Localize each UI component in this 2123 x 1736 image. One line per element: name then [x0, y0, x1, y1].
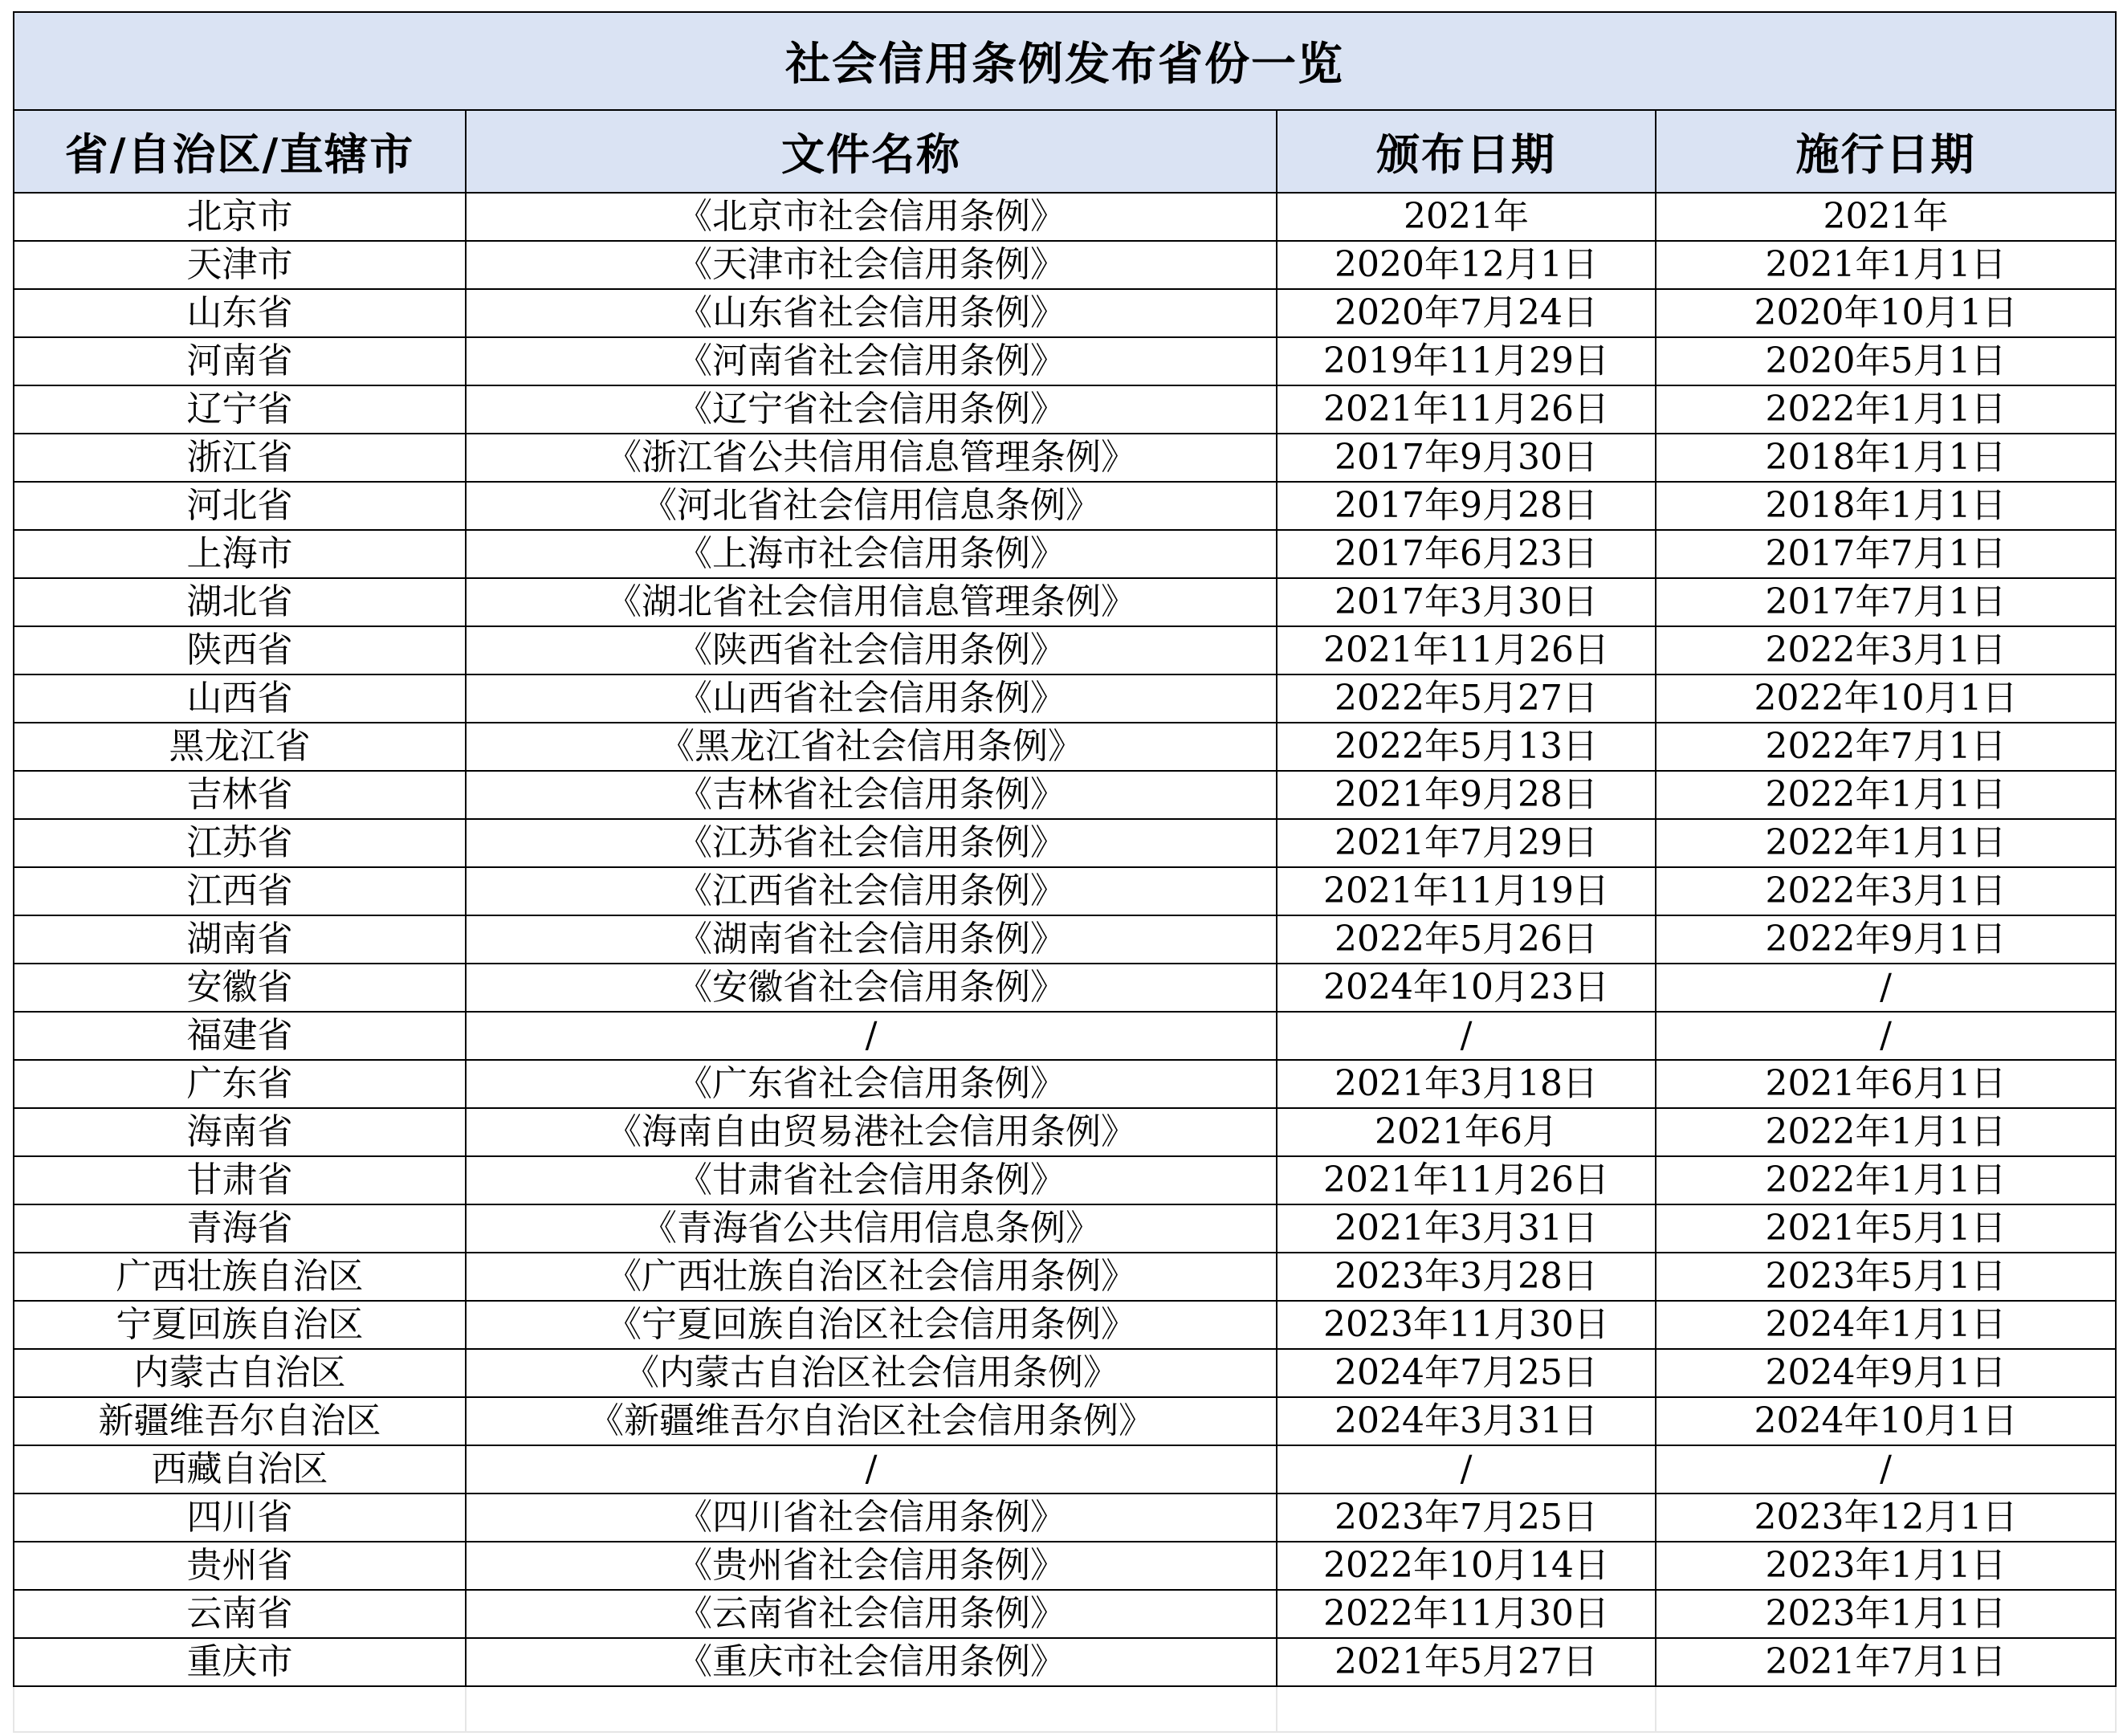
cell-province[interactable]: 宁夏回族自治区 [14, 1301, 466, 1349]
table-row [14, 1108, 2116, 1156]
table-row [14, 578, 2116, 626]
table-row [14, 337, 2116, 385]
cell-province[interactable]: 青海省 [14, 1204, 466, 1253]
table-row [14, 674, 2116, 723]
cell-document-name[interactable]: 《吉林省社会信用条例》 [466, 771, 1277, 819]
header-effective-date: 施行日期 [1656, 110, 2116, 193]
cell-issue-date[interactable]: 2021年3月18日 [1277, 1060, 1656, 1108]
cell-document-name[interactable]: 《山西省社会信用条例》 [466, 674, 1277, 723]
cell-effective-date[interactable]: 2023年5月1日 [1656, 1253, 2116, 1301]
cell-province[interactable]: 河南省 [14, 337, 466, 385]
cell-issue-date[interactable]: 2021年11月26日 [1277, 385, 1656, 434]
table-row [14, 1012, 2116, 1060]
cell-province[interactable]: 海南省 [14, 1108, 466, 1156]
cell-effective-date[interactable]: 2022年1月1日 [1656, 1108, 2116, 1156]
cell-effective-date[interactable]: 2020年10月1日 [1656, 289, 2116, 337]
cell-document-name[interactable]: 《广东省社会信用条例》 [466, 1060, 1277, 1108]
cell-document-name[interactable]: 《安徽省社会信用条例》 [466, 964, 1277, 1012]
cell-issue-date[interactable]: 2022年5月27日 [1277, 674, 1656, 723]
table-row [14, 1204, 2116, 1253]
cell-province[interactable]: 广西壮族自治区 [14, 1253, 466, 1301]
empty-row [14, 1686, 2116, 1732]
cell-document-name[interactable]: 《湖北省社会信用信息管理条例》 [466, 578, 1277, 626]
table-row [14, 530, 2116, 578]
cell-effective-date[interactable]: 2022年1月1日 [1656, 385, 2116, 434]
cell-issue-date[interactable]: 2017年6月23日 [1277, 530, 1656, 578]
spreadsheet-sheet [13, 11, 2115, 1736]
cell-issue-date[interactable]: 2024年7月25日 [1277, 1349, 1656, 1397]
cell-issue-date[interactable]: 2022年5月26日 [1277, 915, 1656, 964]
table-row [14, 626, 2116, 674]
cell-effective-date[interactable]: 2022年7月1日 [1656, 723, 2116, 771]
table-row [14, 1253, 2116, 1301]
cell-effective-date[interactable]: 2021年7月1日 [1656, 1638, 2116, 1686]
cell-effective-date[interactable]: 2022年3月1日 [1656, 626, 2116, 674]
cell-effective-date[interactable]: 2021年 [1656, 193, 2116, 241]
cell-province[interactable]: 河北省 [14, 482, 466, 530]
cell-effective-date[interactable]: 2022年10月1日 [1656, 674, 2116, 723]
cell-issue-date[interactable]: 2023年11月30日 [1277, 1301, 1656, 1349]
cell-effective-date[interactable]: 2018年1月1日 [1656, 434, 2116, 482]
cell-province[interactable]: 上海市 [14, 530, 466, 578]
empty-cell[interactable] [1277, 1686, 1656, 1732]
cell-document-name[interactable]: 《云南省社会信用条例》 [466, 1590, 1277, 1638]
cell-document-name[interactable]: 《江苏省社会信用条例》 [466, 819, 1277, 867]
cell-issue-date[interactable]: 2021年11月26日 [1277, 1156, 1656, 1204]
cell-document-name[interactable]: 《新疆维吾尔自治区社会信用条例》 [466, 1397, 1277, 1445]
cell-effective-date[interactable]: 2018年1月1日 [1656, 482, 2116, 530]
empty-cell[interactable] [466, 1686, 1277, 1732]
cell-document-name[interactable]: 《贵州省社会信用条例》 [466, 1542, 1277, 1590]
cell-province[interactable]: 浙江省 [14, 434, 466, 482]
cell-effective-date[interactable]: 2024年9月1日 [1656, 1349, 2116, 1397]
cell-province[interactable]: 重庆市 [14, 1638, 466, 1686]
cell-province[interactable]: 西藏自治区 [14, 1445, 466, 1494]
cell-document-name[interactable]: 《浙江省公共信用信息管理条例》 [466, 434, 1277, 482]
cell-issue-date[interactable]: 2020年12月1日 [1277, 241, 1656, 289]
table-row [14, 771, 2116, 819]
table-row [14, 1494, 2116, 1542]
cell-province[interactable]: 陕西省 [14, 626, 466, 674]
cell-effective-date[interactable]: 2022年1月1日 [1656, 1156, 2116, 1204]
cell-issue-date[interactable]: 2024年10月23日 [1277, 964, 1656, 1012]
cell-document-name[interactable]: 《江西省社会信用条例》 [466, 867, 1277, 915]
cell-issue-date[interactable]: / [1277, 1445, 1656, 1494]
table-title: 社会信用条例发布省份一览 [14, 12, 2116, 110]
cell-effective-date[interactable]: 2021年5月1日 [1656, 1204, 2116, 1253]
cell-province[interactable]: 内蒙古自治区 [14, 1349, 466, 1397]
cell-effective-date[interactable]: 2017年7月1日 [1656, 530, 2116, 578]
cell-document-name[interactable]: 《重庆市社会信用条例》 [466, 1638, 1277, 1686]
cell-effective-date[interactable]: / [1656, 964, 2116, 1012]
header-issue-date: 颁布日期 [1277, 110, 1656, 193]
cell-issue-date[interactable]: 2021年9月28日 [1277, 771, 1656, 819]
table-row [14, 723, 2116, 771]
cell-province[interactable]: 黑龙江省 [14, 723, 466, 771]
cell-issue-date[interactable]: 2021年11月19日 [1277, 867, 1656, 915]
cell-document-name[interactable]: 《湖南省社会信用条例》 [466, 915, 1277, 964]
cell-province[interactable]: 吉林省 [14, 771, 466, 819]
cell-document-name[interactable]: 《甘肃省社会信用条例》 [466, 1156, 1277, 1204]
cell-effective-date[interactable]: 2023年1月1日 [1656, 1590, 2116, 1638]
cell-effective-date[interactable]: / [1656, 1445, 2116, 1494]
cell-effective-date[interactable]: 2021年6月1日 [1656, 1060, 2116, 1108]
table-row [14, 434, 2116, 482]
cell-province[interactable]: 山东省 [14, 289, 466, 337]
cell-issue-date[interactable]: 2023年3月28日 [1277, 1253, 1656, 1301]
cell-document-name[interactable]: 《黑龙江省社会信用条例》 [466, 723, 1277, 771]
cell-effective-date[interactable]: 2022年1月1日 [1656, 771, 2116, 819]
table-row [14, 1542, 2116, 1590]
table-row [14, 241, 2116, 289]
cell-province[interactable]: 甘肃省 [14, 1156, 466, 1204]
table-row [14, 819, 2116, 867]
cell-effective-date[interactable]: / [1656, 1012, 2116, 1060]
cell-effective-date[interactable]: 2021年1月1日 [1656, 241, 2116, 289]
table-row [14, 1156, 2116, 1204]
cell-province[interactable]: 江西省 [14, 867, 466, 915]
cell-effective-date[interactable]: 2023年12月1日 [1656, 1494, 2116, 1542]
table-row [14, 193, 2116, 241]
cell-issue-date[interactable]: 2023年7月25日 [1277, 1494, 1656, 1542]
table-row [14, 1590, 2116, 1638]
cell-effective-date[interactable]: 2024年1月1日 [1656, 1301, 2116, 1349]
cell-issue-date[interactable]: 2021年3月31日 [1277, 1204, 1656, 1253]
cell-issue-date[interactable]: 2021年5月27日 [1277, 1638, 1656, 1686]
cell-issue-date[interactable]: 2022年11月30日 [1277, 1590, 1656, 1638]
cell-document-name[interactable]: 《宁夏回族自治区社会信用条例》 [466, 1301, 1277, 1349]
cell-document-name[interactable]: / [466, 1012, 1277, 1060]
cell-province[interactable]: 广东省 [14, 1060, 466, 1108]
table-row [14, 915, 2116, 964]
cell-document-name[interactable]: 《河南省社会信用条例》 [466, 337, 1277, 385]
table-row [14, 1301, 2116, 1349]
cell-issue-date[interactable]: 2020年7月24日 [1277, 289, 1656, 337]
table-row [14, 289, 2116, 337]
cell-effective-date[interactable]: 2022年1月1日 [1656, 819, 2116, 867]
table-row [14, 1638, 2116, 1686]
cell-issue-date[interactable]: 2021年11月26日 [1277, 626, 1656, 674]
cell-province[interactable]: 四川省 [14, 1494, 466, 1542]
cell-issue-date[interactable]: 2017年3月30日 [1277, 578, 1656, 626]
cell-document-name[interactable]: 《河北省社会信用信息条例》 [466, 482, 1277, 530]
credit-regulation-table [13, 11, 2117, 1733]
cell-issue-date[interactable]: 2017年9月30日 [1277, 434, 1656, 482]
table-row [14, 1349, 2116, 1397]
cell-document-name[interactable]: / [466, 1445, 1277, 1494]
cell-effective-date[interactable]: 2020年5月1日 [1656, 337, 2116, 385]
cell-province[interactable]: 天津市 [14, 241, 466, 289]
cell-province[interactable]: 辽宁省 [14, 385, 466, 434]
cell-province[interactable]: 北京市 [14, 193, 466, 241]
cell-province[interactable]: 新疆维吾尔自治区 [14, 1397, 466, 1445]
cell-issue-date[interactable]: 2021年 [1277, 193, 1656, 241]
cell-document-name[interactable]: 《广西壮族自治区社会信用条例》 [466, 1253, 1277, 1301]
cell-document-name[interactable]: 《辽宁省社会信用条例》 [466, 385, 1277, 434]
cell-province[interactable]: 贵州省 [14, 1542, 466, 1590]
cell-province[interactable]: 湖北省 [14, 578, 466, 626]
table-row [14, 1445, 2116, 1494]
cell-issue-date[interactable]: 2021年7月29日 [1277, 819, 1656, 867]
empty-cell[interactable] [14, 1686, 466, 1732]
cell-document-name[interactable]: 《北京市社会信用条例》 [466, 193, 1277, 241]
cell-effective-date[interactable]: 2022年3月1日 [1656, 867, 2116, 915]
table-row [14, 385, 2116, 434]
cell-province[interactable]: 山西省 [14, 674, 466, 723]
cell-document-name[interactable]: 《海南自由贸易港社会信用条例》 [466, 1108, 1277, 1156]
cell-issue-date[interactable]: 2024年3月31日 [1277, 1397, 1656, 1445]
cell-province[interactable]: 安徽省 [14, 964, 466, 1012]
title-row [14, 12, 2116, 110]
header-row [14, 110, 2116, 193]
cell-document-name[interactable]: 《陕西省社会信用条例》 [466, 626, 1277, 674]
header-province: 省/自治区/直辖市 [14, 110, 466, 193]
cell-issue-date[interactable]: / [1277, 1012, 1656, 1060]
cell-document-name[interactable]: 《四川省社会信用条例》 [466, 1494, 1277, 1542]
cell-province[interactable]: 云南省 [14, 1590, 466, 1638]
cell-document-name[interactable]: 《内蒙古自治区社会信用条例》 [466, 1349, 1277, 1397]
cell-issue-date[interactable]: 2022年5月13日 [1277, 723, 1656, 771]
cell-province[interactable]: 江苏省 [14, 819, 466, 867]
cell-document-name[interactable]: 《山东省社会信用条例》 [466, 289, 1277, 337]
cell-issue-date[interactable]: 2017年9月28日 [1277, 482, 1656, 530]
cell-document-name[interactable]: 《上海市社会信用条例》 [466, 530, 1277, 578]
cell-issue-date[interactable]: 2022年10月14日 [1277, 1542, 1656, 1590]
table-row [14, 867, 2116, 915]
table-row [14, 964, 2116, 1012]
cell-document-name[interactable]: 《天津市社会信用条例》 [466, 241, 1277, 289]
cell-effective-date[interactable]: 2023年1月1日 [1656, 1542, 2116, 1590]
cell-effective-date[interactable]: 2022年9月1日 [1656, 915, 2116, 964]
empty-cell[interactable] [1656, 1686, 2116, 1732]
cell-effective-date[interactable]: 2024年10月1日 [1656, 1397, 2116, 1445]
cell-document-name[interactable]: 《青海省公共信用信息条例》 [466, 1204, 1277, 1253]
cell-effective-date[interactable]: 2017年7月1日 [1656, 578, 2116, 626]
cell-province[interactable]: 湖南省 [14, 915, 466, 964]
header-document-name: 文件名称 [466, 110, 1277, 193]
table-row [14, 1397, 2116, 1445]
cell-issue-date[interactable]: 2021年6月 [1277, 1108, 1656, 1156]
cell-issue-date[interactable]: 2019年11月29日 [1277, 337, 1656, 385]
table-row [14, 1060, 2116, 1108]
table-row [14, 482, 2116, 530]
cell-province[interactable]: 福建省 [14, 1012, 466, 1060]
